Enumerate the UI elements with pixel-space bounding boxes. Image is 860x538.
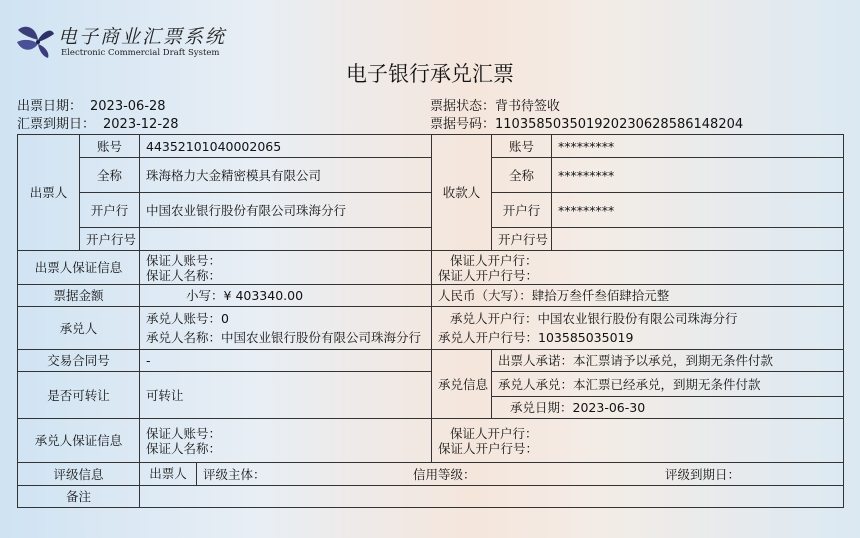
- acceptor-bank-no: [438, 330, 837, 345]
- bill-status: [430, 95, 560, 114]
- drawer-guarantor-account-label: 保证人账号：: [146, 252, 222, 268]
- drawer-guarantor-name-label: 保证人名称：: [146, 267, 222, 283]
- drawer-account-label: 账号: [80, 135, 140, 158]
- bill-number-value: 110358503501920230628586148204: [495, 117, 744, 132]
- transferable-label: 是否可转让: [18, 372, 140, 419]
- rating-due-label: 评级到期日：: [665, 466, 741, 482]
- butterfly-logo-icon: [14, 20, 56, 62]
- remark-value: [140, 486, 844, 508]
- acceptor-bank-no-value: 103585035019: [538, 330, 634, 345]
- payee-account-value: *********: [552, 135, 844, 158]
- acceptance-date: [492, 397, 844, 419]
- acceptor-guarantee-right: [432, 419, 844, 463]
- due-date-value: 2023-12-28: [103, 117, 179, 132]
- acceptor-bank-value: 中国农业银行股份有限公司珠海分行: [537, 311, 738, 326]
- drawer-bank-no-value: [140, 228, 432, 251]
- amount-label: 票据金额: [18, 285, 140, 307]
- due-date-label: 汇票到期日：: [17, 117, 96, 132]
- payee-bank-no-label: 开户行号: [492, 228, 552, 251]
- issue-date: [17, 95, 166, 114]
- acceptor-guarantor-bank-label: 保证人开户行：: [450, 425, 538, 441]
- drawer-promise-value: 本汇票请予以承兑，到期无条件付款: [573, 353, 774, 368]
- acceptor-bank-label: 承兑人开户行：: [450, 311, 538, 326]
- acceptor-name-value: 中国农业银行股份有限公司珠海分行: [221, 330, 422, 345]
- payee-name-label: 全称: [492, 158, 552, 193]
- amount-big-value: 肆拾万叁仟叁佰肆拾元整: [531, 288, 670, 303]
- bill-number-label: 票据号码：: [430, 117, 496, 132]
- issue-date-label: 出票日期：: [17, 99, 83, 114]
- drawer-guarantee-label: 出票人保证信息: [18, 251, 140, 285]
- acceptor-name: [146, 330, 425, 345]
- payee-bank-value: *********: [552, 193, 844, 228]
- amount-big: [432, 285, 844, 307]
- drawer-bank-no-label: 开户行号: [80, 228, 140, 251]
- drawer-guarantee-right: [432, 251, 844, 285]
- payee-section-label: 收款人: [432, 135, 492, 251]
- logo-chinese-text: 电子商业汇票系统: [58, 26, 227, 48]
- drawer-name-label: 全称: [80, 158, 140, 193]
- rating-grade-label: 信用等级：: [413, 466, 476, 482]
- contract-label: 交易合同号: [18, 350, 140, 372]
- drawer-bank-value: 中国农业银行股份有限公司珠海分行: [140, 193, 432, 228]
- acceptance-date-value: 2023-06-30: [572, 400, 646, 415]
- bill-status-label: 票据状态：: [430, 99, 496, 114]
- issue-date-value: 2023-06-28: [90, 99, 166, 114]
- acceptor-promise-value: 本汇票已经承兑，到期无条件付款: [573, 376, 761, 392]
- acceptor-guarantor-account-label: 保证人账号：: [146, 425, 222, 441]
- bill-status-value: 背书待签收: [495, 99, 561, 114]
- rating-label: 评级信息: [18, 463, 140, 486]
- acceptor-guarantee-left: [140, 419, 432, 463]
- drawer-guarantor-bank-no-label: 保证人开户行号：: [438, 267, 539, 283]
- amount-small-label: 小写：: [186, 288, 224, 303]
- drawer-promise: [492, 350, 844, 372]
- logo-english-text: Electronic Commercial Draft System: [61, 48, 220, 58]
- amount-small-value: ¥ 403340.00: [223, 288, 304, 303]
- acceptor-left: [140, 307, 432, 350]
- acceptor-guarantor-name-label: 保证人名称：: [146, 440, 222, 456]
- drawer-account-value: 44352101040002065: [140, 135, 432, 158]
- acceptance-info-label: 承兑信息: [432, 350, 492, 419]
- acceptor-name-label: 承兑人名称：: [146, 330, 222, 345]
- rating-subject-label: 评级主体：: [203, 466, 266, 482]
- acceptor-guarantee-label: 承兑人保证信息: [18, 419, 140, 463]
- acceptor-label: 承兑人: [18, 307, 140, 350]
- contract-value: -: [140, 350, 432, 372]
- transferable-value: 可转让: [140, 372, 432, 419]
- payee-account-label: 账号: [492, 135, 552, 158]
- payee-bank-label: 开户行: [492, 193, 552, 228]
- acceptor-bank-no-label: 承兑人开户行号：: [438, 330, 539, 345]
- amount-big-label: 人民币（大写）：: [438, 288, 532, 303]
- drawer-bank-label: 开户行: [80, 193, 140, 228]
- payee-bank-no-value: [552, 228, 844, 251]
- bill-table: [17, 134, 844, 508]
- rating-content: [140, 463, 844, 486]
- acceptor-bank: [438, 311, 837, 326]
- due-date: [17, 113, 179, 132]
- amount-small: [140, 285, 432, 307]
- drawer-promise-label: 出票人承诺：: [498, 353, 574, 368]
- acceptor-promise-label: 承兑人承兑：: [498, 376, 574, 392]
- acceptor-account-label: 承兑人账号：: [146, 311, 222, 326]
- bill-number: [430, 113, 743, 132]
- page-title: 电子银行承兑汇票: [346, 62, 514, 86]
- remark-label: 备注: [18, 486, 140, 508]
- payee-name-value: *********: [552, 158, 844, 193]
- drawer-guarantor-bank-label: 保证人开户行：: [450, 252, 538, 268]
- rating-party: 出票人: [140, 463, 197, 485]
- acceptor-guarantor-bank-no-label: 保证人开户行号：: [438, 440, 539, 456]
- acceptor-promise: [492, 372, 844, 397]
- acceptor-account-value: 0: [221, 311, 229, 326]
- acceptor-account: [146, 311, 425, 326]
- drawer-guarantee-left: [140, 251, 432, 285]
- drawer-section-label: 出票人: [18, 135, 80, 251]
- acceptor-right: [432, 307, 844, 350]
- acceptance-date-label: 承兑日期：: [510, 400, 573, 415]
- drawer-name-value: 珠海格力大金精密模具有限公司: [140, 158, 432, 193]
